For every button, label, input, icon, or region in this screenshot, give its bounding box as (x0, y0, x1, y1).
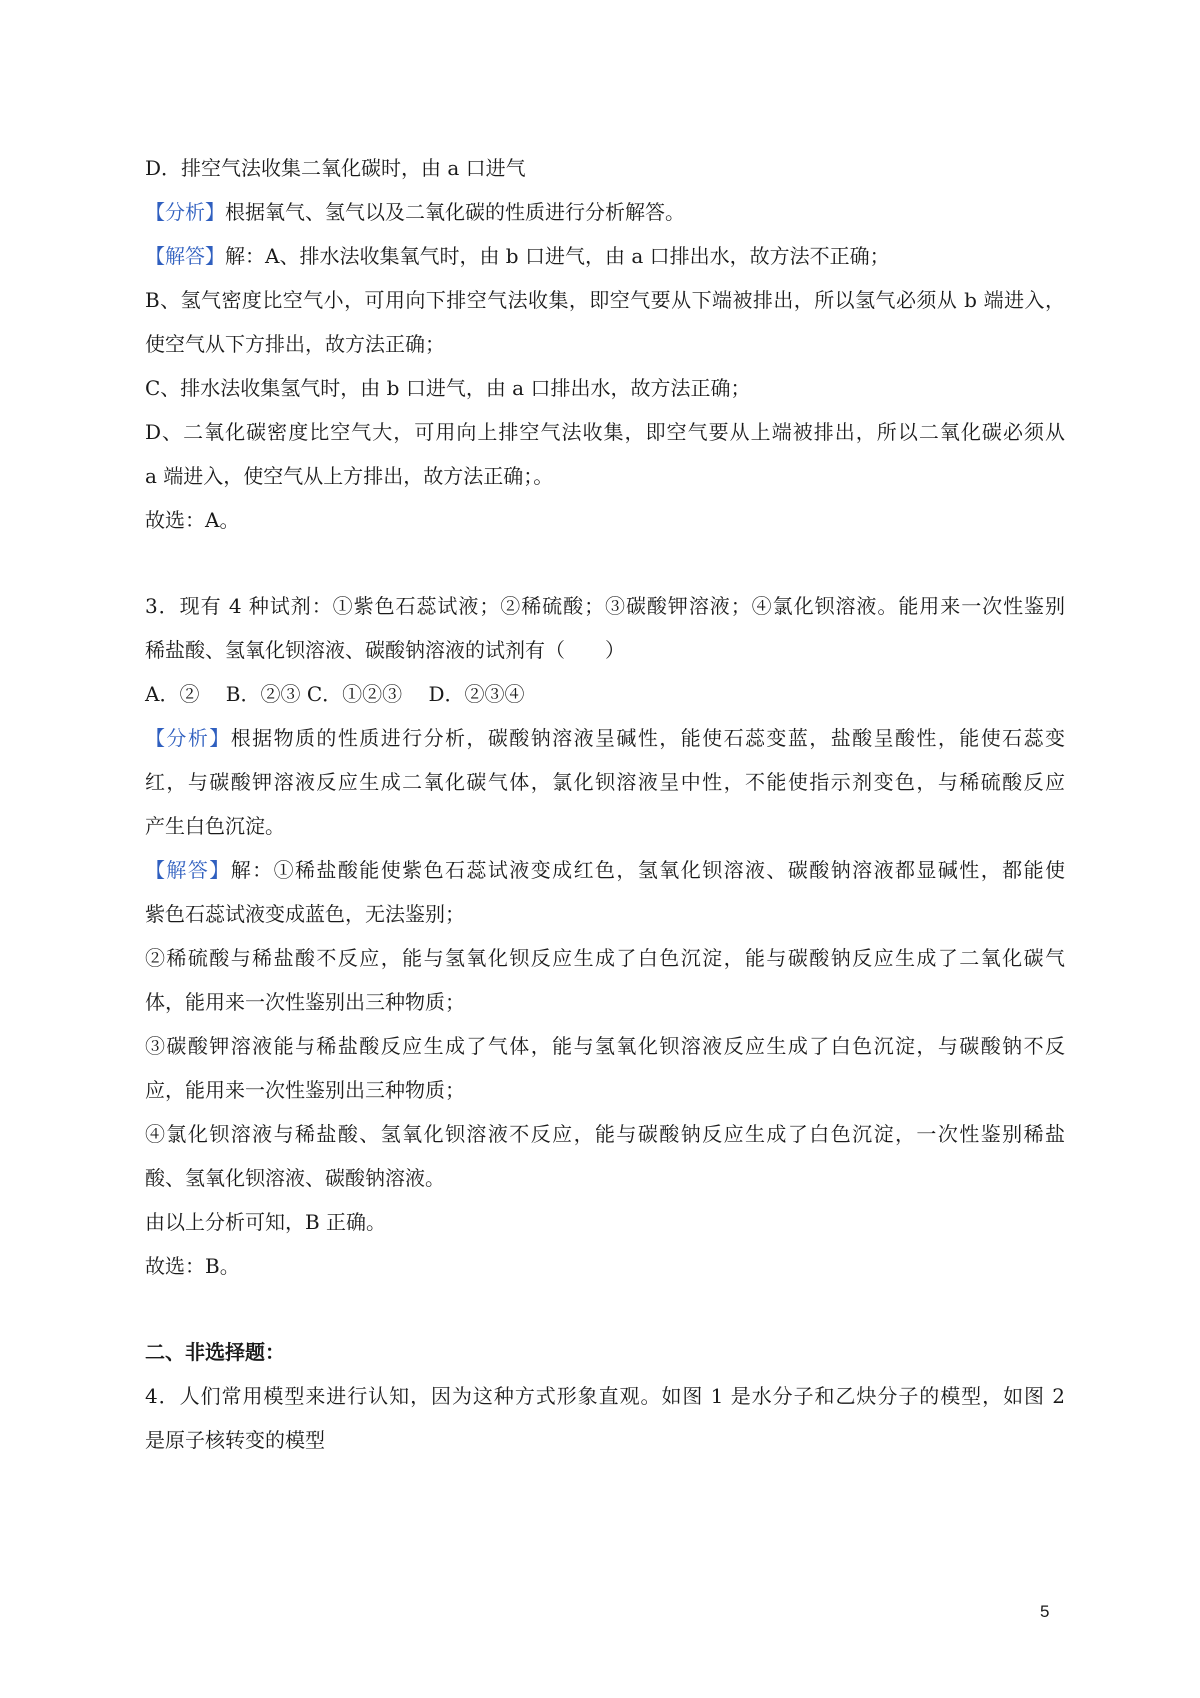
paragraph-line (145, 418, 1065, 446)
paragraph-line (145, 768, 1065, 796)
analysis-paragraph (145, 198, 1065, 226)
paragraph-line (145, 1164, 1065, 1192)
line-text: 产生白色沉淀。 (145, 814, 285, 838)
line-text: A．② B．②③ C．①②③ D．②③④ (145, 682, 525, 706)
paragraph-line (145, 1120, 1065, 1148)
line-text: 3．现有 4 种试剂：①紫色石蕊试液；②稀硫酸；③碳酸钾溶液；④氯化钡溶液。能用来一次性鉴别 (145, 594, 1065, 618)
paragraph-line (145, 900, 1065, 928)
paragraph-line (145, 1208, 1065, 1236)
answer-paragraph (145, 856, 1065, 884)
line-text: 红，与碳酸钾溶液反应生成二氧化碳气体，氯化钡溶液呈中性，不能使指示剂变色，与稀硫酸反应 (145, 770, 1065, 794)
paragraph-line (145, 944, 1065, 972)
question-3-options (145, 680, 1065, 708)
line-text: 酸、氢氧化钡溶液、碳酸钠溶液。 (145, 1166, 445, 1190)
analysis-paragraph (145, 724, 1065, 752)
line-text: a 端进入，使空气从上方排出，故方法正确；。 (145, 464, 554, 488)
option-d-text (145, 154, 1065, 182)
question-3-stem (145, 592, 1065, 620)
line-text: 解：A、排水法收集氧气时，由 b 口进气，由 a 口排出水，故方法不正确； (225, 244, 890, 268)
line-text: B、氢气密度比空气小，可用向下排空气法收集，即空气要从下端被排出，所以氢气必须从 b 端进入， (145, 288, 1065, 312)
line-text: D．排空气法收集二氧化碳时，由 a 口进气 (145, 156, 526, 180)
paragraph-line (145, 812, 1065, 840)
answer-tag: 【解答】 (145, 244, 225, 268)
analysis-tag: 【分析】 (145, 726, 231, 750)
line-text: 是原子核转变的模型 (145, 1428, 325, 1452)
answer-paragraph (145, 242, 1065, 270)
line-text: C、排水法收集氢气时，由 b 口进气，由 a 口排出水，故方法正确； (145, 376, 751, 400)
line-text: 根据物质的性质进行分析，碳酸钠溶液呈碱性，能使石蕊变蓝，盐酸呈酸性，能使石蕊变 (230, 726, 1066, 750)
answer-choice (145, 506, 1065, 534)
paragraph-line (145, 462, 1065, 490)
line-text: ③碳酸钾溶液能与稀盐酸反应生成了气体，能与氢氧化钡溶液反应生成了白色沉淀，与碳酸钠不反 (145, 1034, 1065, 1058)
line-text: 使空气从下方排出，故方法正确； (145, 332, 445, 356)
line-text: 故选：A。 (145, 508, 240, 532)
line-text: 应，能用来一次性鉴别出三种物质； (145, 1078, 465, 1102)
analysis-tag: 【分析】 (145, 200, 225, 224)
line-text: D、二氧化碳密度比空气大，可用向上排空气法收集，即空气要从上端被排出，所以二氧化碳必须从 (145, 420, 1065, 444)
line-text: 体，能用来一次性鉴别出三种物质； (145, 990, 465, 1014)
line-text: ④氯化钡溶液与稀盐酸、氢氧化钡溶液不反应，能与碳酸钠反应生成了白色沉淀，一次性鉴别稀盐 (145, 1122, 1065, 1146)
paragraph-line (145, 374, 1065, 402)
section-heading (145, 1338, 1065, 1366)
line-text: 紫色石蕊试液变成蓝色，无法鉴别； (145, 902, 465, 926)
page-number: 5 (1040, 1602, 1050, 1621)
question-3-stem (145, 636, 1065, 664)
answer-choice (145, 1252, 1065, 1280)
question-4-stem (145, 1382, 1065, 1410)
paragraph-line (145, 1076, 1065, 1104)
line-text: 稀盐酸、氢氧化钡溶液、碳酸钠溶液的试剂有（ ） (145, 638, 625, 662)
line-text: 由以上分析可知，B 正确。 (145, 1210, 387, 1234)
line-text: 4．人们常用模型来进行认知，因为这种方式形象直观。如图 1 是水分子和乙炔分子的模型，如图 2 (145, 1384, 1065, 1408)
paragraph-line (145, 330, 1065, 358)
line-text: 根据氧气、氢气以及二氧化碳的性质进行分析解答。 (225, 200, 685, 224)
paragraph-line (145, 988, 1065, 1016)
line-text: 解：①稀盐酸能使紫色石蕊试液变成红色，氢氧化钡溶液、碳酸钠溶液都显碱性，都能使 (230, 858, 1066, 882)
line-text: 二、非选择题： (145, 1340, 285, 1364)
answer-tag: 【解答】 (145, 858, 231, 882)
line-text: 故选：B。 (145, 1254, 240, 1278)
question-4-stem (145, 1426, 1065, 1454)
paragraph-line (145, 1032, 1065, 1060)
line-text: ②稀硫酸与稀盐酸不反应，能与氢氧化钡反应生成了白色沉淀，能与碳酸钠反应生成了二氧化碳气 (145, 946, 1065, 970)
paragraph-line (145, 286, 1065, 314)
